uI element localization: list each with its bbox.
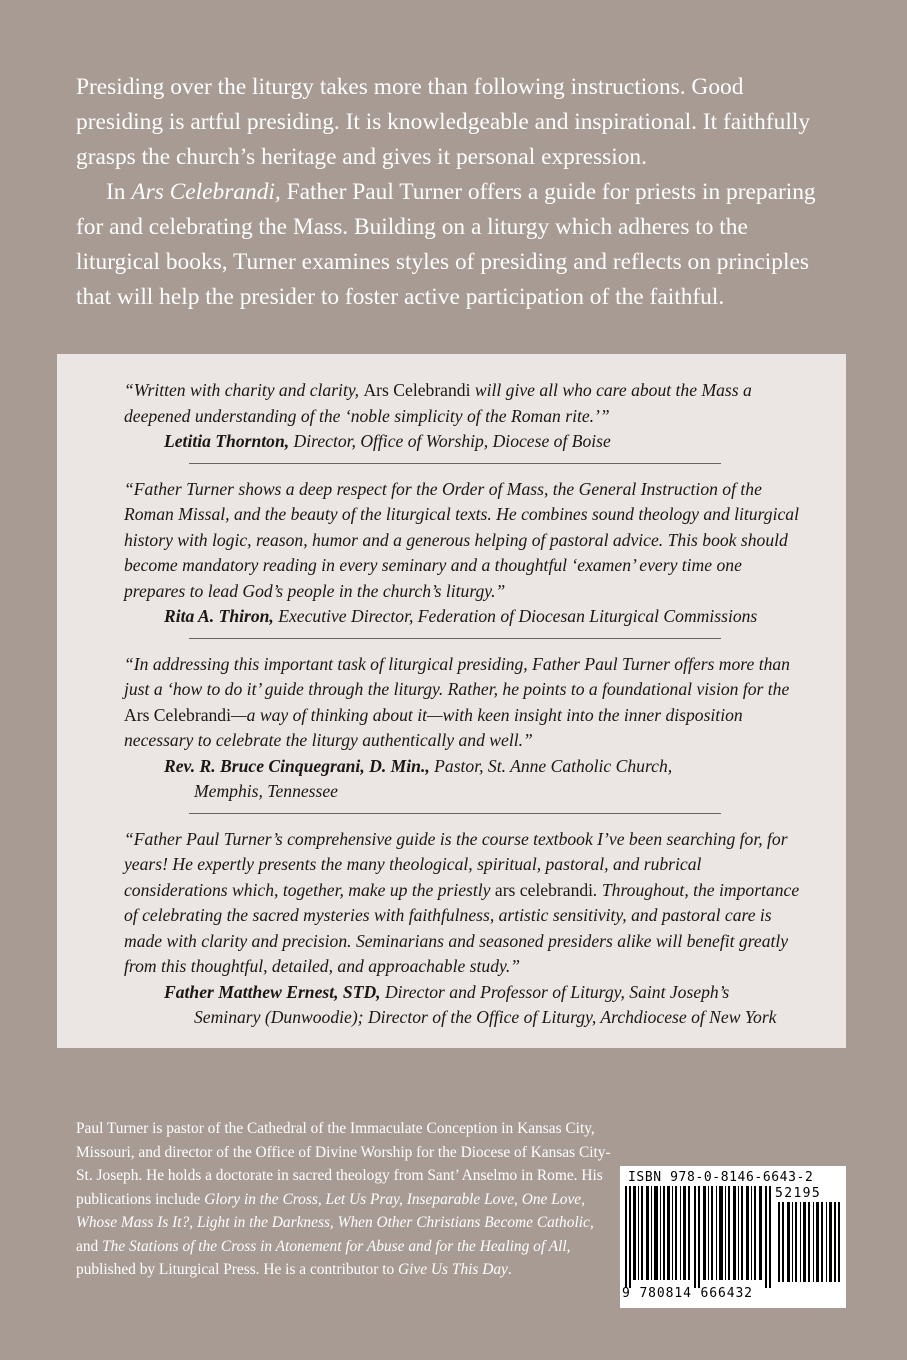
- intro-p2-lead: In: [106, 179, 132, 205]
- price-code: 52195: [775, 1186, 822, 1201]
- endorsement-attribution: [164, 754, 806, 805]
- endorsements-panel: [57, 354, 846, 1048]
- endorser-role: Director, Office of Worship, Diocese of Boise: [289, 431, 611, 451]
- endorser-role-continued: Seminary (Dunwoodie); Director of the Office of Liturgy, Archdiocese of New York: [194, 1007, 777, 1027]
- endorser-role: Executive Director, Federation of Diocesan Liturgical Commissions: [273, 606, 758, 626]
- book-title-italic: Ars Celebrandi,: [131, 179, 281, 205]
- endorsement-4: [124, 827, 806, 1031]
- back-cover-description: [76, 70, 836, 315]
- endorser-name: Rev. R. Bruce Cinquegrani, D. Min.,: [164, 755, 430, 776]
- intro-paragraph-1: Presiding over the liturgy takes more than following instructions. Good presiding is artful presiding. It is knowledgeable and inspirational. It faithfully grasps the church’s heritage and gives it personal expression.: [76, 74, 811, 170]
- endorsement-text: “Father Paul Turner’s comprehensive guide is the course textbook I’ve been searching for, for years! He expertly presents the many theological, spiritual, pastoral, and rubrical considerations which, together, make up the priestly ars celebrandi. Throughout, the importance of celebrating the sacred mysteries with faithfulness, artistic sensitivity, and pastoral care is made with clarity and precision. Seminarians and seasoned presiders alike will benefit greatly from this thoughtful, detailed, and approachable study.”: [124, 828, 800, 976]
- price-barcode-bars: [778, 1202, 840, 1282]
- divider: [189, 813, 721, 814]
- endorsement-attribution: [164, 429, 806, 455]
- endorsement-text: “Written with charity and clarity, Ars Celebrandi will give all who care about the Mass a deepened understanding of the ‘noble simplicity of the Roman rite.’”: [124, 380, 752, 426]
- ean-barcode-bars: [625, 1186, 771, 1288]
- endorsement-attribution: [164, 980, 806, 1031]
- divider: [189, 463, 721, 464]
- divider: [189, 638, 721, 639]
- ean-digits: 9 780814 666432: [622, 1286, 753, 1301]
- endorser-name: Letitia Thornton,: [164, 431, 290, 451]
- endorsement-text: “In addressing this important task of liturgical presiding, Father Paul Turner offers more than just a ‘how to do it’ guide through the liturgy. Rather, he points to a foundational vision for the Ars Celebrandi—a way of thinking about it—with keen insight into the inner disposition necessary to celebrate the liturgy authentically and well.”: [124, 653, 790, 750]
- endorser-role: Director and Professor of Liturgy, Saint Joseph’s: [380, 981, 730, 1002]
- endorsement-1: [124, 378, 806, 455]
- intro-paragraph-2: [76, 175, 836, 315]
- endorser-role-continued: Memphis, Tennessee: [194, 781, 338, 801]
- author-bio: Paul Turner is pastor of the Cathedral of the Immaculate Conception in Kansas City, Missouri, and director of the Office of Divine Worship for the Diocese of Kansas City-St. Joseph. He holds a doctorate in sacred theology from Sant’ Anselmo in Rome. His publications include Glory in the Cross, Let Us Pray, Inseparable Love, One Love, Whose Mass Is It?, Light in the Darkness, When Other Christians Become Catholic, and The Stations of the Cross in Atonement for Abuse and for the Healing of All, published by Liturgical Press. He is a contributor to Give Us This Day.: [76, 1120, 611, 1278]
- endorser-name: Rita A. Thiron,: [164, 606, 274, 626]
- endorsement-3: [124, 652, 806, 805]
- endorser-role: Pastor, St. Anne Catholic Church,: [429, 755, 673, 776]
- endorsement-2: [124, 477, 806, 630]
- endorsement-text: “Father Turner shows a deep respect for the Order of Mass, the General Instruction of the Roman Missal, and the beauty of the liturgical texts. He combines sound theology and liturgical history with logic, reason, humor and a generous helping of pastoral advice. This book should become mandatory reading in every seminary and a thoughtful ‘examen’ every time one prepares to lead God’s people in the church’s liturgy.”: [124, 478, 799, 601]
- endorser-name: Father Matthew Ernest, STD,: [164, 981, 381, 1002]
- isbn-number: ISBN 978-0-8146-6643-2: [628, 1170, 814, 1185]
- isbn-barcode: [620, 1166, 846, 1308]
- intro-p2-rest: Father Paul Turner offers a guide for priests in preparing for and celebrating the Mass. Building on a liturgy which adheres to the liturgical books, Turner examines styles of presiding and reflects on principles that will help the presider to foster active participation of the faithful.: [76, 179, 816, 310]
- endorsement-attribution: [164, 604, 806, 630]
